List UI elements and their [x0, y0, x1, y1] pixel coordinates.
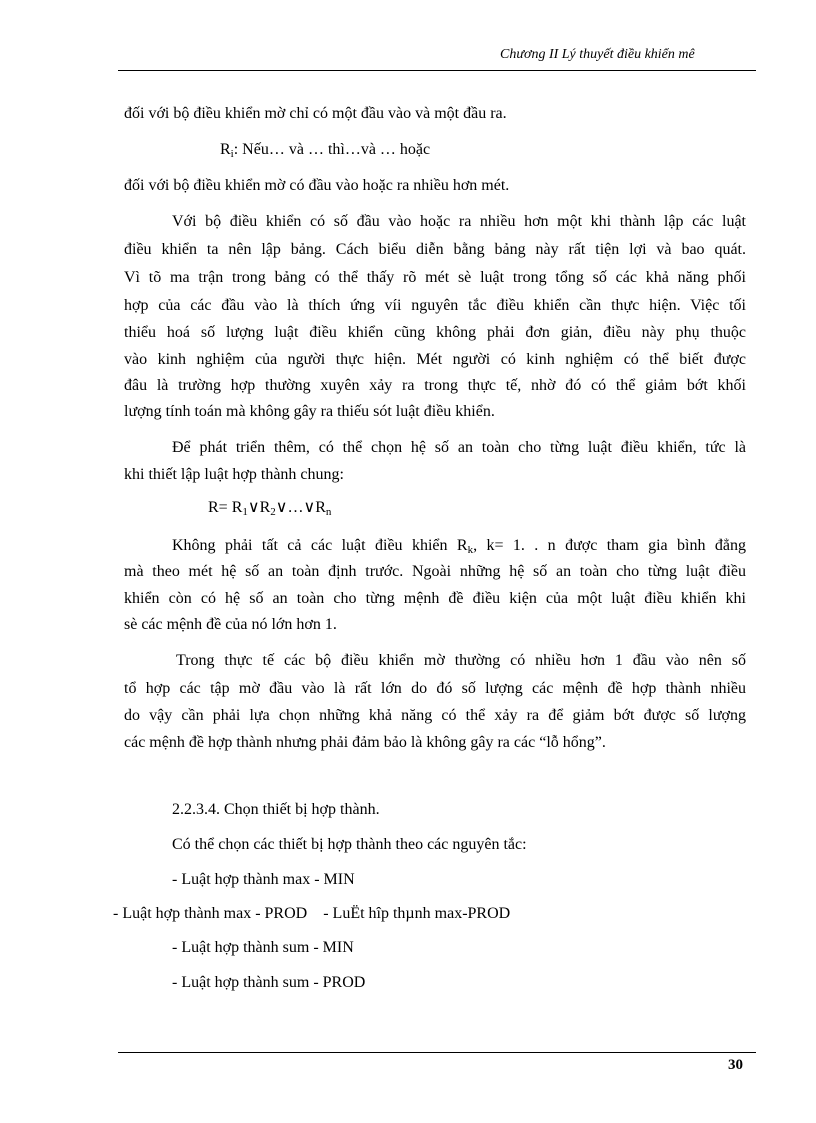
header-rule: [118, 70, 756, 71]
paragraph-line: vào kinh nghiệm của người thực hiện. Mét người có kinh nghiệm có thể biết được: [124, 351, 746, 368]
paragraph-line: do vậy cần phải lựa chọn những khả năng có thể xảy ra để giảm bớt được số lượng: [124, 707, 746, 724]
paragraph-line: khi thiết lập luật hợp thành chung:: [124, 466, 344, 483]
list-item: - Luật hợp thành sum - MIN: [172, 939, 354, 956]
footer-rule: [118, 1052, 756, 1053]
paragraph-line: sè các mệnh đề của nó lớn hơn 1.: [124, 616, 337, 633]
paragraph-line: Vì tõ ma trận trong bảng có thể thấy rõ mét sè luật trong tổng số các khả năng phối: [124, 269, 746, 286]
paragraph-line: đâu là trường hợp thường xuyên xảy ra trong thực tế, nhờ đó có thể giảm bớt khối: [124, 377, 746, 394]
paragraph-line: khiển còn có hệ số an toàn cho từng mệnh đề điều kiện của một luật điều khiển khi: [124, 590, 746, 607]
paragraph-line: Không phải tất cả các luật điều khiển $R_k$, k= 1. . n được tham gia bình đẳng: [172, 537, 747, 556]
formula: $R= R_1\vee R_2\vee\dots\vee R_n$: [208, 499, 332, 518]
paragraph-line: Với bộ điều khiển có số đầu vào hoặc ra nhiều hơn một khi thành lập các luật: [172, 213, 746, 230]
paragraph-line: các mệnh đề hợp thành nhưng phải đảm bảo là không gây ra các “lỗ hổng”.: [124, 734, 606, 751]
paragraph-line: điều khiển ta nên lập bảng. Cách biểu diễn bằng bảng này rất tiện lợi và bao quát.: [124, 241, 746, 258]
paragraph-line: Để phát triển thêm, có thể chọn hệ số an toàn cho từng luật điều khiển, tức là: [172, 439, 746, 456]
paragraph-line: mà theo mét hệ số an toàn định trước. Ngoài những hệ số an toàn cho từng luật điều: [124, 563, 746, 580]
paragraph-line: hợp của các đầu vào là thích ứng víi nguyên tắc điều khiển cần thực hiện. Việc tối: [124, 297, 746, 314]
paragraph-line: lượng tính toán mà không gây ra thiếu sót luật điều khiển.: [124, 403, 495, 420]
paragraph-line: Trong thực tế các bộ điều khiển mờ thường có nhiều hơn 1 đầu vào nên số: [176, 652, 746, 669]
section-heading: 2.2.3.4. Chọn thiết bị hợp thành.: [172, 801, 380, 818]
rule-ri: $R_i$: Nếu… và … thì…và … hoặc: [220, 141, 431, 160]
paragraph-line: tổ hợp các tập mờ đầu vào là rất lớn do đó số lượng các mệnh đề hợp thành nhiều: [124, 680, 746, 697]
page-number: 30: [728, 1057, 743, 1073]
text-line: đối với bộ điều khiển mờ chỉ có một đầu vào và một đầu ra.: [124, 105, 507, 122]
running-header: Chương II Lý thuyết điều khiển mê: [500, 47, 695, 62]
paragraph-line: thiểu hoá số lượng luật điều khiển cũng không phải đơn giản, điều này phụ thuộc: [124, 324, 746, 341]
list-intro: Có thể chọn các thiết bị hợp thành theo các nguyên tắc:: [172, 836, 527, 853]
list-item: - Luật hợp thành max - PROD - LuËt hîp thµnh max-PROD: [113, 905, 511, 922]
list-item: - Luật hợp thành sum - PROD: [172, 974, 366, 991]
list-item: - Luật hợp thành max - MIN: [172, 871, 355, 888]
text-line: đối với bộ điều khiển mờ có đầu vào hoặc ra nhiều hơn mét.: [124, 177, 510, 194]
